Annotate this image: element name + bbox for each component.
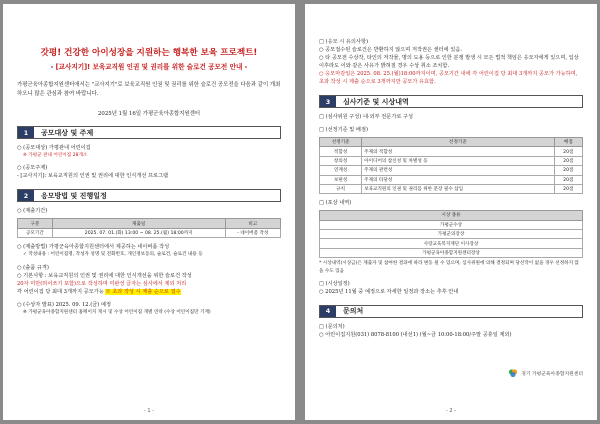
section-header-2 bbox=[17, 189, 281, 202]
award-note: * 시상내역(시상금)은 제출자 및 참여한 결과에 따라 변동 될 수 있으며, 심사위원에 의해 결정되며 당선작이 없을 경우 선정하지 않을 수도 있음 bbox=[319, 261, 579, 274]
rule-heading: ○ (출품 규격) bbox=[17, 264, 49, 271]
target-note: ※ 가평군 관내 어린이집 28개소 bbox=[23, 153, 88, 158]
table-cell: 보육교직원의 인권 및 권리를 위한 문장 필수 삽입 bbox=[362, 184, 555, 193]
table-header: 배점 bbox=[554, 138, 582, 147]
section-label: 공모대상 및 주제 bbox=[41, 128, 94, 137]
table-row bbox=[18, 228, 281, 237]
contact-body: ○ 어린이집지원(031) 8078-8100 (내선1) (월~금 10:00-18:00/주말 공휴일 제외) bbox=[319, 331, 512, 338]
table-cell: 적합성 bbox=[320, 147, 362, 156]
theme-body: - [교사지기]: 보육교직원의 인권 및 권리에 대한 인식개선 프로그램 bbox=[17, 173, 169, 180]
table-row bbox=[320, 220, 583, 229]
table-cell: 사랑교육복지재단 이사장상 bbox=[320, 239, 583, 248]
table-row bbox=[320, 184, 583, 193]
criteria-table bbox=[319, 137, 583, 194]
table-cell: 공모기간 bbox=[18, 228, 53, 237]
table-cell: 보편성 bbox=[320, 175, 362, 184]
section-number: 1 bbox=[18, 127, 34, 138]
period-table bbox=[17, 218, 281, 238]
table-cell: 아이디어의 참신성 및 차별성 등 bbox=[362, 156, 555, 165]
table-row bbox=[320, 248, 583, 257]
period-heading: ○ (제출기간) bbox=[17, 208, 48, 215]
table-cell: 연계성 bbox=[320, 166, 362, 175]
table-cell: 20점 bbox=[554, 156, 582, 165]
target-heading: ○ (공모대상) 가평관내 어린이집 bbox=[17, 145, 91, 151]
intro-paragraph: 가평군육아종합지원센터에서는 "교사지기"로 보육교직원 인권 및 권리를 위한 슬로건 공모전을 다음과 같이 개최하오니 많은 관심과 참여 바랍니다. bbox=[17, 82, 281, 97]
caution-item-2: ○ 타 공모전 수상작, 타인의 저작물, 명의 도용 등으로 인한 분쟁 발생 시 모든 법적 책임은 응모자에게 있으며, 입상 이후라도 이와 같은 사유가 밝혀질 경우 수상 취소 조치함. bbox=[319, 55, 579, 69]
section-label: 응모방법 및 진행일정 bbox=[41, 191, 107, 200]
section-number: 3 bbox=[320, 96, 336, 107]
center-logo-text: 경기 가평군육아종합지원센터 bbox=[521, 371, 583, 377]
center-logo bbox=[508, 368, 583, 378]
table-header: 비고 bbox=[225, 219, 280, 228]
table-row bbox=[320, 230, 583, 239]
table-cell: 20점 bbox=[554, 184, 582, 193]
ceremony-heading: □ (시상일정) bbox=[319, 280, 350, 287]
table-header: 제출일 bbox=[52, 219, 225, 228]
section-label: 문의처 bbox=[343, 307, 364, 316]
contact-heading: □ (문의처) bbox=[319, 323, 345, 330]
page-number: - 2 - bbox=[446, 408, 456, 414]
document-page-1 bbox=[3, 4, 295, 420]
page-number: - 1 - bbox=[144, 408, 154, 414]
table-cell: - 네이버폼 작성 bbox=[225, 228, 280, 237]
announce-heading: ○ (수상자 발표) 2025. 09. 12.(금) 예정 bbox=[17, 301, 111, 308]
ceremony-body: ○ 2025년 11월 중 예정으로 자세한 일정과 장소는 추후 안내 bbox=[319, 288, 459, 295]
section-number: 4 bbox=[320, 306, 336, 317]
table-row bbox=[320, 147, 583, 156]
table-cell: 가평군의장상 bbox=[320, 230, 583, 239]
table-header: 선정기준 bbox=[320, 138, 362, 147]
section-header-3 bbox=[319, 95, 583, 108]
page-title: 갓평! 건강한 아이성장을 지원하는 행복한 보육 프로젝트! bbox=[40, 48, 258, 58]
center-logo-icon bbox=[508, 368, 518, 378]
caution-item-3: ○ 응모마감일은 2025. 08. 25.(월)18:00까지이며, 공모기간 내에 각 어린이집 당 최대 3개까지 공모가 가능하며, 초과 작성 시 제출 순으로 3개까지만 공모가 유효함. bbox=[319, 71, 578, 85]
table-row bbox=[320, 239, 583, 248]
table-cell: 가평군육아종합지원센터장상 bbox=[320, 248, 583, 257]
award-heading: □ (포상 내역) bbox=[319, 200, 352, 207]
section-header-4 bbox=[319, 305, 583, 318]
criteria-heading: □ (선정기준 및 배점) bbox=[319, 127, 368, 133]
table-cell: 20점 bbox=[554, 147, 582, 156]
table-header: 구분 bbox=[18, 219, 53, 228]
caution-item-1: ○ 공모접수된 슬로건은 반환하지 않으며 저작권은 센터에 있음. bbox=[319, 47, 462, 53]
theme-heading: ○ (공모주제) bbox=[17, 165, 48, 172]
table-row bbox=[320, 156, 583, 165]
caution-heading: □ (응모 시 유의사항) bbox=[319, 39, 368, 45]
table-cell: 주제의 관련성 bbox=[362, 166, 555, 175]
table-row bbox=[320, 166, 583, 175]
rule-body-3: 각 어린이집 당 최대 3개까지 공모가능 bbox=[17, 288, 104, 295]
rule-body-2: 20자 미만(띄어쓰기 포함)으로 작성하며 미완성 글자는 심사에서 제외 처리 bbox=[17, 280, 187, 287]
document-page-2 bbox=[305, 4, 597, 420]
table-cell: 창의성 bbox=[320, 156, 362, 165]
table-cell: 20점 bbox=[554, 175, 582, 184]
announce-note: ※ 가평군육아종합지원센터 홈페이지 게시 및 수상 어린이집 개별 연락 (수상 어린이집만 기재) bbox=[23, 309, 211, 315]
section-header-1 bbox=[17, 126, 281, 139]
table-header: 시상 종류 bbox=[320, 211, 583, 220]
section-number: 2 bbox=[18, 190, 34, 201]
table-cell: 주제의 타당성 bbox=[362, 175, 555, 184]
award-table bbox=[319, 210, 583, 258]
table-cell: 주제의 적합성 bbox=[362, 147, 555, 156]
table-cell: 가평군수상 bbox=[320, 220, 583, 229]
rule-note: ※ 초과 작성 시 제출 순으로 접수 bbox=[105, 288, 181, 295]
section-label: 심사기준 및 시상내역 bbox=[343, 97, 409, 106]
judge-heading: □ (심사위원 구성) 내·외부 전문가로 구성 bbox=[319, 114, 414, 120]
rule-body-1: ○ 기본사항 : 보육교직원의 인권 및 권리에 대한 인식개선을 위한 슬로건 작성 bbox=[17, 272, 192, 279]
table-row bbox=[320, 175, 583, 184]
method-heading: ○ (제출방법) 가평군육아종합지원센터에서 제공하는 네이버폼 작성 bbox=[17, 244, 170, 251]
page-subtitle: - [교사지기]! 보육교직원 인권 및 권리를 위한 슬로건 공모전 안내 - bbox=[50, 63, 248, 71]
issue-date: 2025년 1월 16일 가평군육아종합지원센터 bbox=[97, 111, 201, 117]
table-header: 선정기준 bbox=[362, 138, 555, 147]
table-cell: 2025. 07. 01.(화) 13:00 ~ 08. 25.(월) 18:00까지 bbox=[52, 228, 225, 237]
table-cell: 20점 bbox=[554, 166, 582, 175]
table-cell: 규칙 bbox=[320, 184, 362, 193]
method-note: ✓ 작성내용 : 어린이집명, 작성자 성명 및 전화번호, 개인정보동의, 슬로건, 슬로건 내용 등 bbox=[23, 252, 203, 258]
